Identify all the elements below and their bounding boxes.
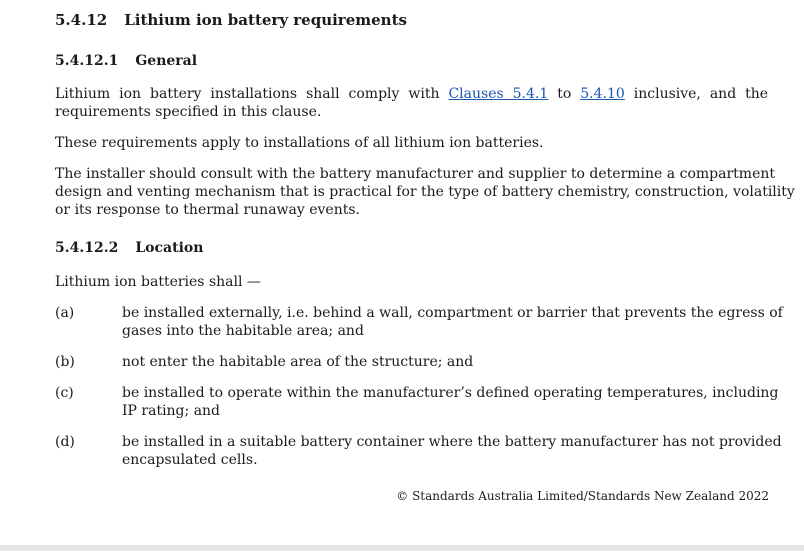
paragraph-line [55, 85, 768, 103]
text-span: to [557, 86, 572, 102]
subsection-number: 5.4.12.1 [55, 53, 119, 69]
list-item-line: encapsulated cells. [122, 452, 258, 468]
paragraph-line: requirements specified in this clause. [55, 104, 322, 120]
paragraph-compliance [55, 85, 768, 121]
subsection-heading-general [55, 53, 197, 69]
clause-5-4-10-link[interactable]: 5.4.10 [580, 86, 625, 102]
copyright-footer: © Standards Australia Limited/Standards New Zealand 2022 [396, 489, 769, 503]
text-span: inclusive, and the [633, 86, 769, 102]
list-item-line: be installed to operate within the manufacturer’s defined operating temperatures, including [122, 385, 779, 401]
section-number: 5.4.12 [55, 11, 108, 29]
subsection-number: 5.4.12.2 [55, 240, 119, 256]
list-item [122, 304, 783, 340]
list-item-line: not enter the habitable area of the structure; and [122, 354, 474, 370]
list-intro: Lithium ion batteries shall — [55, 274, 261, 290]
section-heading [55, 11, 407, 29]
list-item [122, 433, 782, 469]
list-item [122, 384, 779, 420]
list-item-line: IP rating; and [122, 403, 221, 419]
paragraph-line: or its response to thermal runaway events. [55, 202, 360, 218]
page-bottom-edge [0, 545, 804, 551]
section-title: Lithium ion battery requirements [124, 11, 407, 29]
subsection-heading-location [55, 240, 203, 256]
paragraph-line: design and venting mechanism that is practical for the type of battery chemistry, construction, volatility [55, 184, 795, 200]
list-item [122, 353, 772, 371]
text-span: Lithium ion battery installations shall comply with [55, 86, 440, 102]
list-item-label: (d) [55, 434, 75, 450]
list-item-line: be installed in a suitable battery container where the battery manufacturer has not provided [122, 434, 782, 450]
subsection-title: General [135, 53, 198, 69]
list-item-label: (c) [55, 385, 74, 401]
list-item-line: gases into the habitable area; and [122, 323, 364, 339]
list-item-label: (a) [55, 305, 75, 321]
paragraph-line: The installer should consult with the battery manufacturer and supplier to determine a compartment [55, 166, 775, 182]
paragraph-scope: These requirements apply to installations of all lithium ion batteries. [55, 135, 544, 151]
subsection-title: Location [135, 240, 204, 256]
clause-5-4-1-link[interactable]: Clauses 5.4.1 [448, 86, 549, 102]
paragraph-installer [55, 165, 795, 219]
list-item-label: (b) [55, 354, 75, 370]
list-item-line: be installed externally, i.e. behind a wall, compartment or barrier that prevents the egress of [122, 305, 783, 321]
